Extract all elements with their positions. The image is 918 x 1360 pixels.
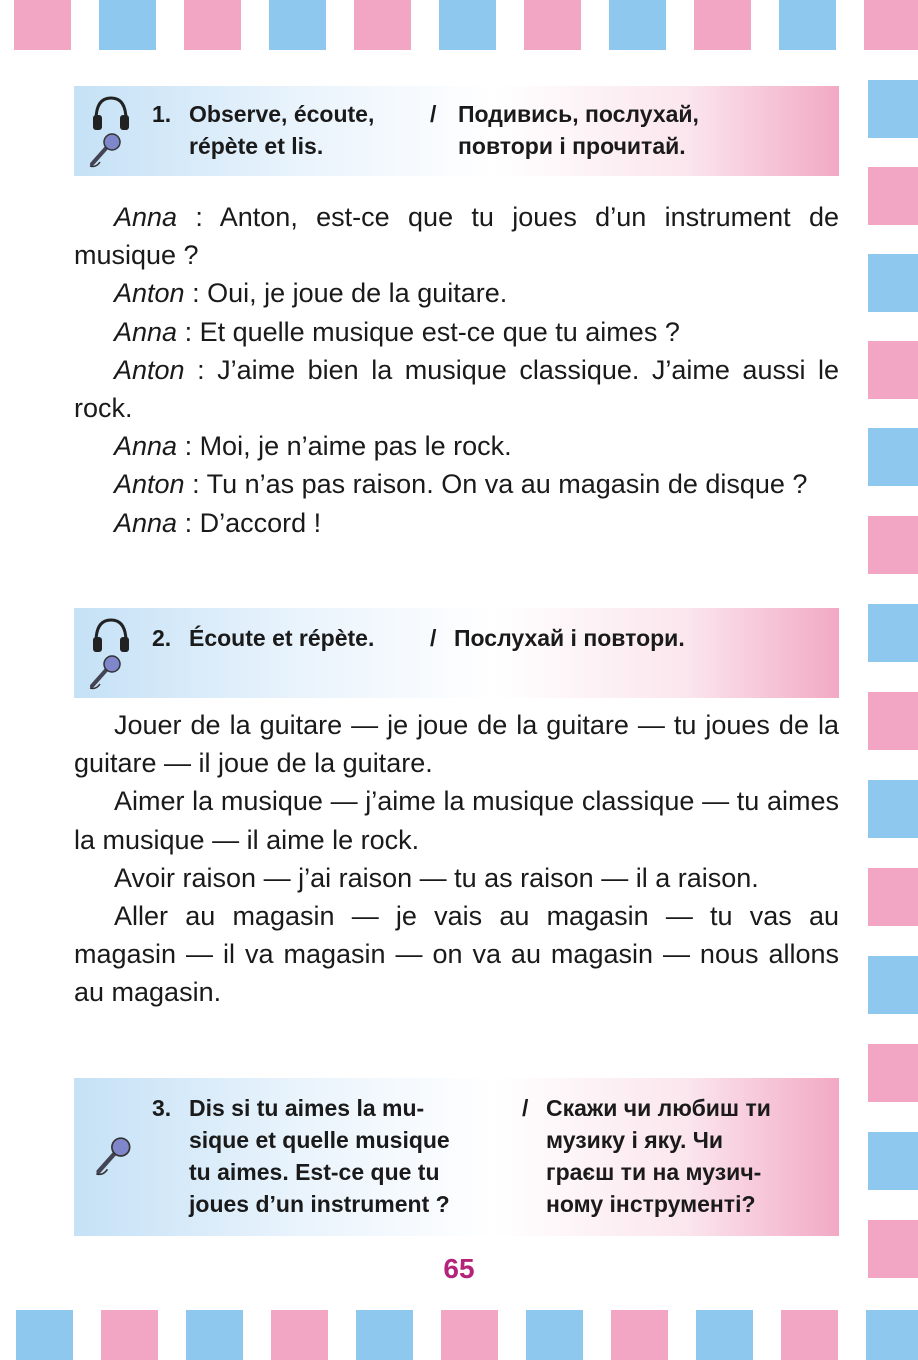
dialogue-line [74,504,839,542]
exercise-3-banner [74,1078,839,1236]
border-square [781,1310,838,1360]
dialogue-text: : D’accord ! [177,507,322,538]
border-square [524,0,581,50]
drill-line: Jouer de la guitare — je joue de la guitare — tu joues de la guitare — il joue de la guitare. [74,710,839,779]
microphone-icon [88,132,122,168]
speaker-name: Anna [114,431,178,462]
drill-line: Aller au magasin — je vais au magasin — tu vas au magasin — il va magasin — on va au magasin — nous allons au magasin. [74,901,839,1008]
drill-line: Aimer la musique — j’aime la musique classique — tu aimes la musique — il aime le rock. [74,786,839,855]
border-square [99,0,156,50]
dialogue-text: : J’aime bien la musique classique. J’aime aussi le rock. [74,354,839,424]
border-square [441,1310,498,1360]
headphones-icon [90,616,132,656]
border-square [868,254,918,312]
dialogue-line [74,274,839,312]
border-square [868,868,918,926]
exercise-number: 3. [152,1095,172,1121]
border-square [868,167,918,225]
speaker-name: Anton [114,469,185,500]
border-square [184,0,241,50]
speaker-name: Anton [114,278,185,309]
speaker-name: Anna [114,507,178,538]
page-number: 65 [443,1253,475,1284]
exercise-instruction-ua: Послухай і повтори. [454,625,685,651]
border-square [526,1310,583,1360]
border-square [439,0,496,50]
exercise-instruction-fr: Dis si tu aimes la mu- sique et quelle musique tu aimes. Est-ce que tu joues d’un instrument ? [189,1095,450,1217]
border-square [868,604,918,662]
border-square [868,692,918,750]
speaker-name: Anton [114,354,185,385]
border-square [864,0,918,50]
speaker-name: Anna [114,202,178,232]
exercise-2-banner [74,608,839,698]
dialogue-text: : Oui, je joue de la guitare. [184,278,508,309]
border-square [779,0,836,50]
border-square [16,1310,73,1360]
dialogue-line [74,313,839,351]
border-square [868,341,918,399]
border-square [186,1310,243,1360]
exercise-1-banner [74,86,839,176]
exercise-number: 2. [152,625,172,651]
speaker-name: Anna [114,316,178,347]
border-square [694,0,751,50]
dialogue-line [74,427,839,465]
separator: / [522,1095,529,1121]
border-square [356,1310,413,1360]
dialogue-text: : Moi, je n’aime pas le rock. [177,431,512,462]
border-square [611,1310,668,1360]
border-square [868,80,918,138]
border-square [868,780,918,838]
border-square [868,956,918,1014]
exercise-instruction-ua: Подивись, послухай, повтори і прочитай. [458,101,699,159]
border-square [101,1310,158,1360]
separator: / [430,625,437,651]
dialogue-text [74,198,839,542]
border-square [271,1310,328,1360]
border-square [269,0,326,50]
dialogue-text: : Et quelle musique est-ce que tu aimes ? [177,316,680,347]
exercise-instruction-fr: Écoute et répète. [189,625,375,651]
exercise-number: 1. [152,101,172,127]
border-square [868,428,918,486]
exercise-instruction-fr: Observe, écoute, répète et lis. [189,101,375,159]
headphones-icon [90,94,132,134]
border-square [868,1044,918,1102]
border-square [354,0,411,50]
border-square [14,0,71,50]
microphone-icon [88,654,122,690]
border-square [868,516,918,574]
drill-line: Avoir raison — j’ai raison — tu as raison — il a raison. [114,862,759,893]
border-square [609,0,666,50]
exercise-instruction-ua: Скажи чи любиш ти музику і яку. Чи граєш ти на музич- ному інструменті? [546,1095,771,1217]
border-square [866,1310,918,1360]
dialogue-line [74,351,839,427]
drill-text [74,706,839,1012]
separator: / [430,101,437,127]
dialogue-text: : Anton, est-ce que tu joues d’un instrument de musique ? [74,202,839,271]
microphone-icon [94,1136,132,1176]
dialogue-line [74,198,839,274]
dialogue-line [74,465,839,503]
border-square [696,1310,753,1360]
dialogue-text: : Tu n’as pas raison. On va au magasin de disque ? [184,469,808,500]
border-square [868,1132,918,1190]
